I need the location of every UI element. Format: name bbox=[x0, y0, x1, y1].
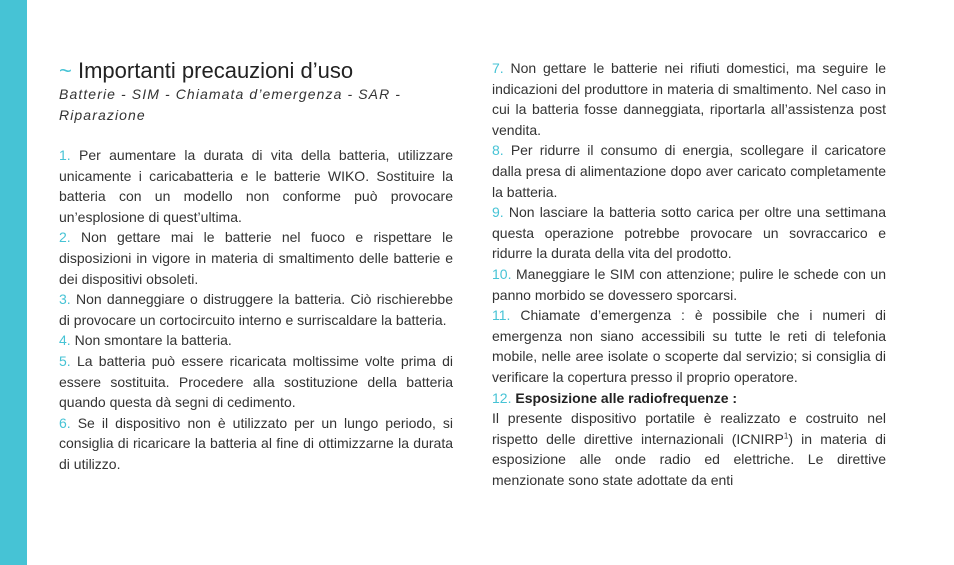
precaution-item bbox=[492, 202, 886, 264]
item-text: Per aumentare la durata di vita della batteria, utilizzare unicamente i caricabatteria e le batterie WIKO. Sostituire la batteria con un modello non conforme può provocare un’esplosione di quest’ultima. bbox=[59, 147, 454, 225]
precaution-item bbox=[492, 305, 886, 387]
item-number: 11. bbox=[492, 307, 511, 324]
item-heading: Esposizione alle radiofrequenze : bbox=[515, 389, 738, 406]
item-text: Non gettare mai le batterie nel fuoco e rispettare le disposizioni in vigore in materia di smaltimento delle batterie e dei dispositivi obsoleti. bbox=[59, 229, 453, 287]
item-number: 7. bbox=[492, 60, 504, 76]
page-subtitle: Batterie - SIM - Chiamata d’emergenza - SAR - Riparazione bbox=[59, 86, 402, 123]
item-text: Chiamate d’emergenza : è possibile che i numeri di emergenza non siano accessibili su tutte le reti di telefonia mobile, nelle aree isolate o scoperte dal servizio; si consiglia di verificare la copertura presso il proprio operatore. bbox=[492, 307, 887, 385]
precaution-item bbox=[59, 413, 453, 475]
item-number: 10. bbox=[492, 265, 512, 282]
precaution-item bbox=[492, 58, 886, 140]
precaution-item-12 bbox=[492, 388, 886, 491]
title-tilde: ~ bbox=[59, 58, 72, 83]
left-column bbox=[59, 145, 453, 475]
precaution-item bbox=[59, 289, 453, 330]
footnote-marker: 1 bbox=[783, 431, 789, 441]
item-text: Maneggiare le SIM con attenzione; pulire le schede con un panno morbido se dovessero sporcarsi. bbox=[492, 265, 886, 303]
precaution-item bbox=[59, 351, 453, 413]
precaution-item bbox=[59, 330, 453, 351]
item-text: La batteria può essere ricaricata moltissime volte prima di essere sostituita. Procedere alla sostituzione della batteria quando questa dà segni di cedimento. bbox=[59, 352, 454, 411]
item-number: 4. bbox=[59, 332, 71, 349]
accent-bar bbox=[0, 0, 27, 565]
item-text: Se il dispositivo non è utilizzato per un lungo periodo, si consiglia di ricaricare la batteria al fine di ottimizzarne la durata di utilizzo. bbox=[59, 414, 454, 472]
item-text: Per ridurre il consumo di energia, scollegare il caricatore dalla presa di alimentazione dopo aver caricato completamente la batteria. bbox=[492, 142, 886, 200]
item-number: 2. bbox=[59, 229, 71, 246]
item-text: Non lasciare la batteria sotto carica per oltre una settimana questa operazione potrebbe provocare un sovraccarico e ridurre la durata della vita del prodotto. bbox=[492, 204, 887, 262]
item-text: Non danneggiare o distruggere la batteria. Ciò rischierebbe di provocare un cortocircuito interno e surriscaldare la batteria. bbox=[59, 291, 453, 328]
precaution-item bbox=[492, 264, 886, 305]
item-number: 12. bbox=[492, 389, 512, 406]
item-number: 8. bbox=[492, 142, 504, 159]
item-text-continued: ) in materia di esposizione alle onde radio ed elettriche. Le direttive menzionate sono state adottate da enti bbox=[492, 430, 886, 488]
precaution-item bbox=[492, 140, 886, 202]
item-number: 1. bbox=[59, 147, 71, 163]
page-title bbox=[59, 56, 453, 86]
item-text: Non gettare le batterie nei rifiuti domestici, ma seguire le indicazioni del produttore in materia di smaltimento. Nel caso in cui la batteria fosse danneggiata, riportarla all’assistenza post vendita. bbox=[492, 60, 886, 138]
item-number: 6. bbox=[59, 414, 71, 431]
item-number: 9. bbox=[492, 204, 504, 221]
title-text: Importanti precauzioni d’uso bbox=[77, 58, 354, 83]
item-number: 5. bbox=[59, 352, 71, 369]
item-text: Non smontare la batteria. bbox=[74, 332, 232, 349]
right-column bbox=[492, 58, 886, 490]
precaution-item bbox=[59, 145, 453, 227]
precaution-item bbox=[59, 227, 453, 289]
item-text: Il presente dispositivo portatile è realizzato e costruito nel rispetto delle direttive internazionali (ICNIRP bbox=[492, 410, 886, 447]
item-number: 3. bbox=[59, 291, 71, 308]
